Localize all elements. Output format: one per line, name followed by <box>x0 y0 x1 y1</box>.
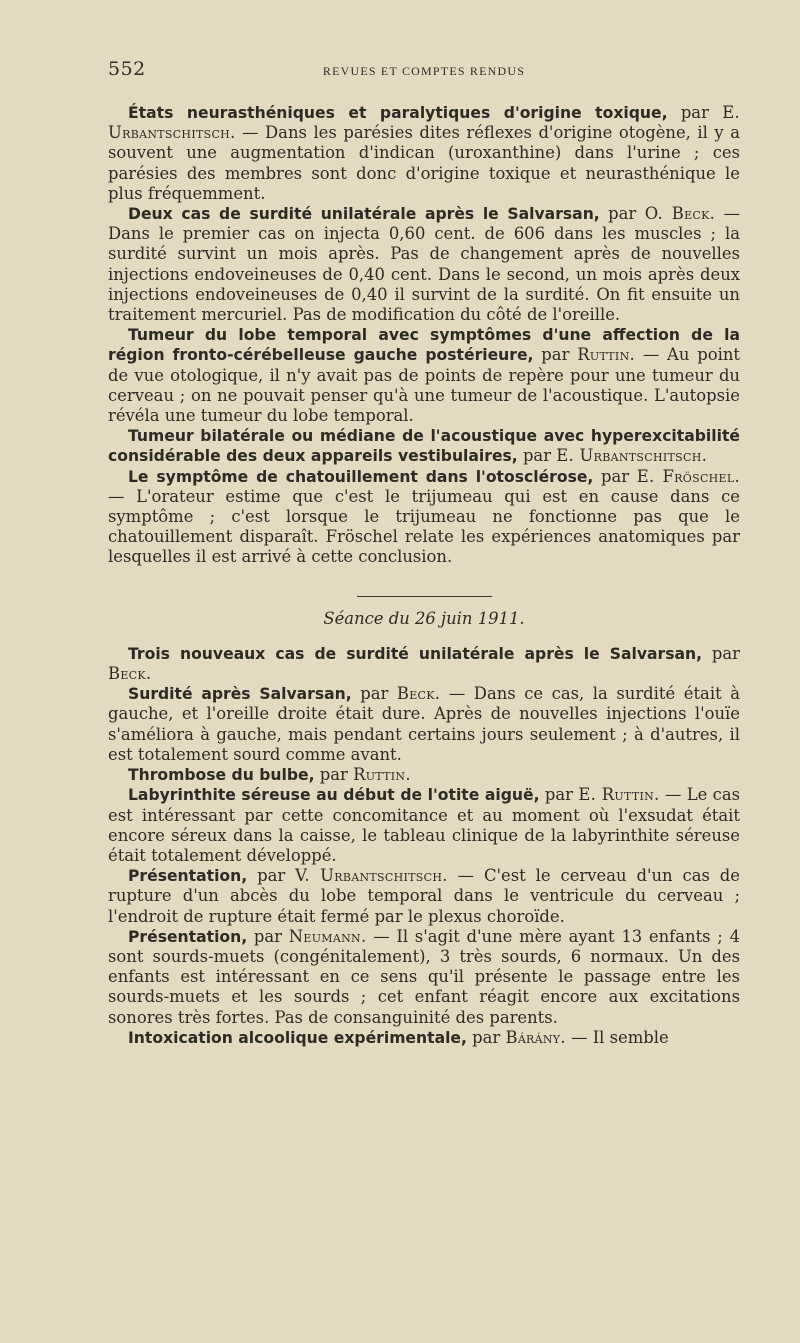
section-divider <box>357 596 492 597</box>
entry-by: par <box>667 103 723 122</box>
entry-body: — C'est le cerveau d'un cas de rupture d'un abcès du lobe temporal dans le ventricule du cerveau ; l'endroit de rupture était fermé par le plexus choroïde. <box>108 866 741 926</box>
entry-by: par <box>314 765 354 785</box>
entry-author: E. Fröschel. <box>636 466 740 486</box>
page-header <box>108 58 740 88</box>
entry <box>108 1028 740 1048</box>
entry-title: Tumeur du lobe temporal avec symptômes d'une affection de la région fronto-cérébelleuse gauche postérieure, <box>108 326 740 365</box>
page-number: 552 <box>108 58 146 80</box>
entry <box>108 426 740 466</box>
entry <box>108 325 740 426</box>
entry-title: Surdité après Salvarsan, <box>128 685 352 704</box>
entry-body: — Au point de vue otologique, il n'y avait pas de points de repère pour une tumeur du cerveau ; on ne pouvait penser qu'à une tumeur de l'acoustique. L'autopsie révéla une tumeur du lobe temporal. <box>108 345 740 426</box>
entry-author: Ruttin. <box>577 345 636 365</box>
entry-title: États neurasthéniques et paralytiques d'origine toxique, <box>128 104 668 122</box>
entry-body: — Il semble <box>565 1027 669 1047</box>
entry-by: par <box>247 866 296 886</box>
entry-title: Thrombose du bulbe, <box>128 766 315 785</box>
entry <box>108 467 740 568</box>
entry-title: Intoxication alcoolique expérimentale, <box>128 1028 467 1047</box>
entry-body: — Dans ce cas, la surdité était à gauche, et l'oreille droite était dure. Après de nouvelles injections l'ouïe s'améliora à gauche, mais pendant certains jours seulement ; à d'autres, il est totalement sourd comme avant. <box>108 684 740 764</box>
running-title: REVUES ET COMPTES RENDUS <box>322 64 526 78</box>
entry-by: par <box>593 466 637 486</box>
entry-by: par <box>599 204 645 224</box>
entry-by: par <box>466 1027 506 1047</box>
entry <box>108 684 740 765</box>
entry-by: par <box>539 785 579 805</box>
entry-title: Trois nouveaux cas de surdité unilatérale après le Salvarsan, <box>128 644 703 663</box>
entry-title: Deux cas de surdité unilatérale après le Salvarsan, <box>128 205 600 224</box>
entry-author: Bárány. <box>505 1027 566 1047</box>
entry-author: V. Urbantschitsch. <box>295 866 448 886</box>
entry <box>108 103 740 204</box>
entry-title: Le symptôme de chatouillement dans l'otosclérose, <box>128 467 594 486</box>
entry <box>108 204 740 325</box>
entry <box>108 644 740 684</box>
entry-author: Beck. <box>108 664 152 684</box>
entry <box>108 785 740 866</box>
entry-by: par <box>517 446 557 466</box>
entry-author: Ruttin. <box>353 765 411 785</box>
entry-title: Présentation, <box>128 867 248 886</box>
entry <box>108 866 740 927</box>
entry-author: E. Ruttin. <box>578 785 660 805</box>
entry-body: — Dans les parésies dites réflexes d'origine otogène, il y a souvent une augmentation d'indican (uroxanthine) dans l'urine ; ces parésies des membres sont donc d'origine toxique et neurasthénique le plus fréquemment. <box>108 123 740 203</box>
entry-by: par <box>702 643 741 663</box>
entry-title: Tumeur bilatérale ou médiane de l'acoustique avec hyperexcitabilité considérable des deux appareils vestibulaires, <box>108 427 740 466</box>
entry-author: O. Beck. <box>644 204 716 224</box>
entry-body: — Le cas est intéressant par cette concomitance et au moment où l'exsudat était encore séreux dans la caisse, le tableau clinique de la labyrinthite séreuse était totalement développé. <box>108 785 740 865</box>
entry-title: Présentation, <box>128 927 248 946</box>
entry-title: Labyrinthite séreuse au début de l'otite aiguë, <box>128 786 540 805</box>
article-body <box>108 103 740 1048</box>
entry-body: — Dans le premier cas on injecta 0,60 cent. de 606 dans les muscles ; la surdité survint un mois après. Pas de changement après de nouvelles injections endoveineuses de 0,40 cent. Dans le second, un mois après deux injections endoveineuses de 0,40 il survint de la surdité. On fit ensuite un traitement mercuriel. Pas de modification du côté de l'oreille. <box>108 204 741 325</box>
entry-author: Neumann. <box>288 926 367 946</box>
entry-body: — Il s'agit d'une mère ayant 13 enfants ; 4 sont sourds-muets (congénitalement), 3 très sourds, 6 normaux. Un des enfants est intéressant en ce sens qu'il présente le passage entre les sourds-muets et les sourds ; cet enfant réagit encore aux excitations sonores très fortes. Pas de consanguinité des parents. <box>108 926 740 1027</box>
entry-by: par <box>351 684 397 704</box>
entry <box>108 927 740 1028</box>
entry-author: Beck. <box>396 684 441 704</box>
entry-by: par <box>247 926 289 946</box>
entry-author: E. Urbantschitsch. <box>556 446 708 466</box>
entry-author: E. Urbantschitsch. <box>108 103 740 143</box>
session-heading: Séance du 26 juin 1911. <box>323 608 525 628</box>
entry-by: par <box>533 345 578 365</box>
entry-body: — L'orateur estime que c'est le trijumeau qui est en cause dans ce symptôme ; c'est lorsque le trijumeau ne fonctionne pas que le chatouillement disparaît. Fröschel relate les expériences anatomiques par lesquelles il est arrivé à cette conclusion. <box>108 486 740 567</box>
entry <box>108 765 740 785</box>
